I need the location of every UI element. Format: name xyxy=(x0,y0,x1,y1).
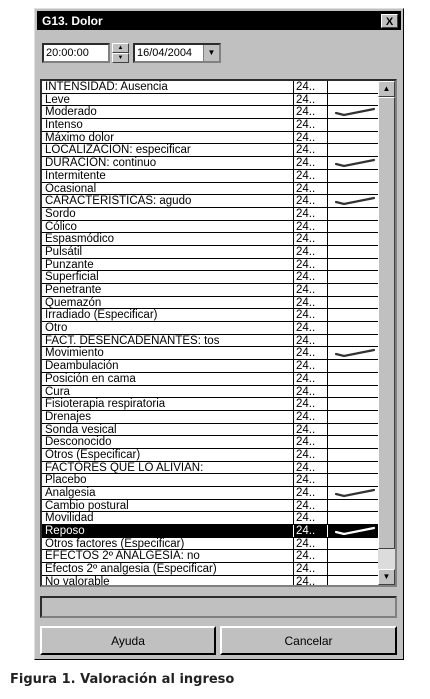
item-label: Máximo dolor xyxy=(45,131,115,144)
list-item[interactable] xyxy=(42,322,378,335)
list-item[interactable] xyxy=(42,335,378,348)
list-item[interactable] xyxy=(42,512,378,525)
item-label: Fisioterapia respiratoria xyxy=(45,398,166,411)
list-item[interactable] xyxy=(42,360,378,373)
item-time: 24.. xyxy=(293,360,325,372)
item-label: EFECTOS 2º ANALGESIA: no xyxy=(45,550,200,563)
item-check-cell[interactable] xyxy=(327,487,378,499)
item-label: Cólico xyxy=(45,220,77,233)
check-mark-icon xyxy=(334,158,376,168)
item-check-cell[interactable] xyxy=(327,411,378,423)
date-value: 16/04/2004 xyxy=(137,47,193,59)
list-item[interactable] xyxy=(42,538,378,551)
item-time: 24.. xyxy=(293,500,325,512)
item-time: 24.. xyxy=(293,233,325,245)
check-mark-icon xyxy=(334,107,376,117)
item-check-cell[interactable] xyxy=(327,144,378,156)
list-item[interactable] xyxy=(42,436,378,449)
vertical-scrollbar[interactable] xyxy=(378,81,395,585)
item-time: 24.. xyxy=(293,576,325,587)
list-item[interactable] xyxy=(42,424,378,437)
item-time: 24.. xyxy=(293,81,325,93)
list-item[interactable] xyxy=(42,500,378,513)
item-check-cell[interactable] xyxy=(327,373,378,385)
item-label: Punzante xyxy=(45,258,94,271)
item-label: Leve xyxy=(45,93,70,106)
item-label: Intenso xyxy=(45,119,83,132)
chevron-down-icon[interactable]: ▼ xyxy=(203,45,219,61)
item-time: 24.. xyxy=(293,398,325,410)
item-label: Drenajes xyxy=(45,410,92,423)
item-check-cell[interactable] xyxy=(327,119,378,131)
scroll-up-icon[interactable]: ▲ xyxy=(378,81,395,97)
item-time: 24.. xyxy=(293,449,325,461)
item-label: Movimiento xyxy=(45,347,104,360)
list-item[interactable] xyxy=(42,373,378,386)
list-item[interactable] xyxy=(42,208,378,221)
time-spinner[interactable] xyxy=(112,43,129,63)
item-label: Analgesia xyxy=(45,487,96,499)
list-item[interactable] xyxy=(42,398,378,411)
item-label: CARACTERISTICAS: agudo xyxy=(45,195,192,208)
item-time: 24.. xyxy=(293,309,325,321)
item-time: 24.. xyxy=(293,411,325,423)
item-time: 24.. xyxy=(293,132,325,144)
item-label: Cambio postural xyxy=(45,499,129,512)
item-time: 24.. xyxy=(293,424,325,436)
item-label: Desconocido xyxy=(45,436,112,449)
list-item[interactable] xyxy=(42,183,378,196)
item-check-cell[interactable] xyxy=(327,271,378,283)
item-time: 24.. xyxy=(293,512,325,524)
item-label: Otros (Especificar) xyxy=(45,448,141,461)
list-item[interactable] xyxy=(42,576,378,587)
item-check-cell[interactable] xyxy=(327,550,378,562)
item-time: 24.. xyxy=(293,550,325,562)
item-check-cell[interactable] xyxy=(327,398,378,410)
list-item[interactable] xyxy=(42,157,378,170)
cancel-button[interactable]: Cancelar xyxy=(220,626,397,655)
item-time: 24.. xyxy=(293,525,325,537)
item-time: 24.. xyxy=(293,259,325,271)
item-label: Pulsátil xyxy=(45,245,83,258)
list-item[interactable] xyxy=(42,106,378,119)
date-picker[interactable] xyxy=(133,43,221,63)
item-label: No valorable xyxy=(45,575,110,587)
spin-up-icon[interactable]: ▲ xyxy=(112,43,129,53)
item-check-cell[interactable] xyxy=(327,500,378,512)
item-label: Reposo xyxy=(45,525,85,538)
item-time: 24.. xyxy=(293,119,325,131)
list-item[interactable] xyxy=(42,170,378,183)
item-time: 24.. xyxy=(293,474,325,486)
item-time: 24.. xyxy=(293,170,325,182)
item-time: 24.. xyxy=(293,563,325,575)
check-mark-icon xyxy=(334,348,376,358)
item-check-cell[interactable] xyxy=(327,436,378,448)
list-item[interactable] xyxy=(42,347,378,360)
item-label: Irradiado (Especificar) xyxy=(45,309,158,322)
item-time: 24.. xyxy=(293,271,325,283)
item-check-cell[interactable] xyxy=(327,309,378,321)
item-check-cell[interactable] xyxy=(327,474,378,486)
item-check-cell[interactable] xyxy=(327,246,378,258)
list-item[interactable] xyxy=(42,271,378,284)
item-time: 24.. xyxy=(293,208,325,220)
dolor-dialog xyxy=(34,8,404,660)
item-label: INTENSIDAD: Ausencia xyxy=(45,81,168,93)
list-item[interactable] xyxy=(42,386,378,399)
item-time: 24.. xyxy=(293,297,325,309)
item-time: 24.. xyxy=(293,462,325,474)
item-time: 24.. xyxy=(293,246,325,258)
item-time: 24.. xyxy=(293,94,325,106)
item-check-cell[interactable] xyxy=(327,221,378,233)
item-check-cell[interactable] xyxy=(327,170,378,182)
item-label: Movilidad xyxy=(45,512,94,525)
item-check-cell[interactable] xyxy=(327,462,378,474)
list-item[interactable] xyxy=(42,550,378,563)
list-item[interactable] xyxy=(42,525,378,538)
item-label: Sordo xyxy=(45,207,76,220)
item-time: 24.. xyxy=(293,538,325,550)
item-time: 24.. xyxy=(293,221,325,233)
item-time: 24.. xyxy=(293,183,325,195)
close-button[interactable]: X xyxy=(381,14,398,28)
list-item[interactable] xyxy=(42,411,378,424)
item-time: 24.. xyxy=(293,373,325,385)
item-label: Moderado xyxy=(45,106,97,119)
list-item[interactable] xyxy=(42,462,378,475)
list-rows xyxy=(42,81,378,587)
item-check-cell[interactable] xyxy=(327,424,378,436)
spin-down-icon[interactable]: ▼ xyxy=(112,53,129,63)
check-mark-icon xyxy=(334,488,376,498)
item-label: Efectos 2º analgesia (Especificar) xyxy=(45,563,217,576)
list-item[interactable] xyxy=(42,284,378,297)
item-check-cell[interactable] xyxy=(327,347,378,359)
item-check-cell[interactable] xyxy=(327,183,378,195)
item-check-cell[interactable] xyxy=(327,233,378,245)
list-item[interactable] xyxy=(42,81,378,94)
list-item[interactable] xyxy=(42,449,378,462)
item-check-cell[interactable] xyxy=(327,81,378,93)
item-check-cell[interactable] xyxy=(327,525,378,537)
list-item[interactable] xyxy=(42,474,378,487)
item-check-cell[interactable] xyxy=(327,106,378,118)
item-check-cell[interactable] xyxy=(327,132,378,144)
list-item[interactable] xyxy=(42,195,378,208)
list-item[interactable] xyxy=(42,132,378,145)
item-label: FACT. DESENCADENANTES: tos xyxy=(45,334,220,347)
list-item[interactable] xyxy=(42,563,378,576)
list-item[interactable] xyxy=(42,246,378,259)
item-time: 24.. xyxy=(293,487,325,499)
scrollbar-thumb[interactable] xyxy=(378,97,395,549)
item-time: 24.. xyxy=(293,144,325,156)
item-label: Placebo xyxy=(45,474,87,487)
pain-assessment-list[interactable] xyxy=(40,79,397,587)
item-label: DURACION: continuo xyxy=(45,157,157,170)
item-check-cell[interactable] xyxy=(327,576,378,587)
check-mark-icon xyxy=(334,196,376,206)
item-check-cell[interactable] xyxy=(327,297,378,309)
list-item[interactable] xyxy=(42,221,378,234)
item-check-cell[interactable] xyxy=(327,284,378,296)
list-item[interactable] xyxy=(42,233,378,246)
item-label: Ocasional xyxy=(45,182,97,195)
time-field[interactable]: 20:00:00 xyxy=(42,43,110,63)
item-label: Penetrante xyxy=(45,284,102,296)
item-label: Otro xyxy=(45,322,68,335)
scroll-down-icon[interactable]: ▼ xyxy=(378,569,395,585)
item-check-cell[interactable] xyxy=(327,386,378,398)
check-mark-icon xyxy=(334,526,376,536)
item-label: Posición en cama xyxy=(45,372,136,385)
title-bar xyxy=(37,11,401,30)
item-time: 24.. xyxy=(293,195,325,207)
item-check-cell[interactable] xyxy=(327,94,378,106)
help-button[interactable]: Ayuda xyxy=(40,626,216,655)
item-label: Deambulación xyxy=(45,360,119,373)
item-check-cell[interactable] xyxy=(327,538,378,550)
item-check-cell[interactable] xyxy=(327,208,378,220)
status-field xyxy=(40,596,397,618)
item-label: Quemazón xyxy=(45,296,102,309)
item-check-cell[interactable] xyxy=(327,322,378,334)
item-check-cell[interactable] xyxy=(327,512,378,524)
list-item[interactable] xyxy=(42,259,378,272)
item-check-cell[interactable] xyxy=(327,259,378,271)
item-check-cell[interactable] xyxy=(327,157,378,169)
item-label: Sonda vesical xyxy=(45,423,117,436)
item-time: 24.. xyxy=(293,322,325,334)
item-time: 24.. xyxy=(293,436,325,448)
item-check-cell[interactable] xyxy=(327,563,378,575)
list-item[interactable] xyxy=(42,144,378,157)
list-item[interactable] xyxy=(42,487,378,500)
window-title: G13. Dolor xyxy=(42,13,103,28)
item-check-cell[interactable] xyxy=(327,335,378,347)
list-item[interactable] xyxy=(42,94,378,107)
item-label: Espasmódico xyxy=(45,233,115,246)
item-label: Cura xyxy=(45,385,70,398)
item-time: 24.. xyxy=(293,284,325,296)
item-check-cell[interactable] xyxy=(327,449,378,461)
item-label: Superficial xyxy=(45,271,99,284)
item-label: Intermitente xyxy=(45,169,106,182)
list-item[interactable] xyxy=(42,297,378,310)
item-time: 24.. xyxy=(293,106,325,118)
list-item[interactable] xyxy=(42,309,378,322)
item-label: LOCALIZACION: especificar xyxy=(45,144,191,157)
figure-caption: Figura 1. Valoración al ingreso xyxy=(10,672,235,687)
item-label: Otros factores (Especificar) xyxy=(45,537,185,550)
item-label: FACTORES QUE LO ALIVIAN: xyxy=(45,461,204,474)
list-item[interactable] xyxy=(42,119,378,132)
item-time: 24.. xyxy=(293,335,325,347)
item-time: 24.. xyxy=(293,157,325,169)
item-check-cell[interactable] xyxy=(327,360,378,372)
item-check-cell[interactable] xyxy=(327,195,378,207)
item-time: 24.. xyxy=(293,347,325,359)
item-time: 24.. xyxy=(293,386,325,398)
